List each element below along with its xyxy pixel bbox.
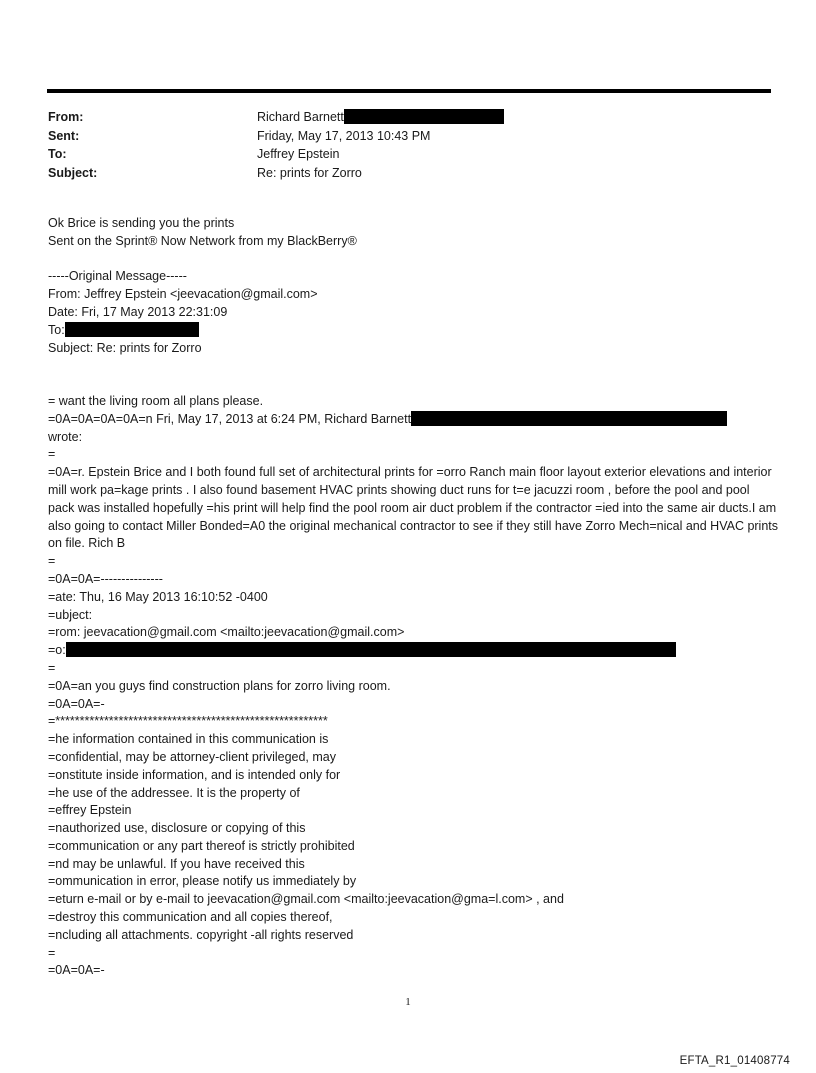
thread-line: =ncluding all attachments. copyright -all rights reserved: [48, 927, 354, 942]
thread-line: =: [48, 447, 56, 462]
thread-line: =: [48, 554, 56, 569]
redaction-box: [344, 109, 504, 124]
to-value: Jeffrey Epstein: [257, 147, 340, 162]
original-date: Date: Fri, 17 May 2013 22:31:09: [48, 304, 228, 319]
subject-label: Subject:: [48, 165, 98, 180]
thread-line: [48, 642, 778, 660]
thread-line-text: =o:: [48, 643, 66, 658]
sent-value: Friday, May 17, 2013 10:43 PM: [257, 128, 431, 143]
redaction-box: [411, 411, 727, 426]
thread-line: =destroy this communication and all copies thereof,: [48, 910, 333, 925]
original-to-label: To:: [48, 322, 65, 337]
subject-value: Re: prints for Zorro: [257, 165, 362, 180]
redaction-box: [66, 642, 676, 657]
signature-line: Sent on the Sprint® Now Network from my BlackBerry®: [48, 233, 357, 248]
header-rule: [47, 89, 771, 93]
original-from: From: Jeffrey Epstein <jeevacation@gmail.com>: [48, 287, 318, 302]
thread-line: =ubject:: [48, 607, 93, 622]
thread-line: =ate: Thu, 16 May 2013 16:10:52 -0400: [48, 589, 268, 604]
to-label: To:: [48, 147, 67, 162]
thread-line: wrote:: [48, 429, 83, 444]
sent-row: [48, 127, 768, 146]
thread-line: [48, 411, 778, 429]
thread-line: =he use of the addressee. It is the property of: [48, 785, 300, 800]
thread-line: =0A=0A=-: [48, 696, 105, 711]
thread-line: =nauthorized use, disclosure or copying of this: [48, 821, 306, 836]
original-to: [48, 322, 778, 340]
thread-paragraph: =0A=r. Epstein Brice and I both found full set of architectural prints for =orro Ranch main floor layout exterior elevations and interior mill work pa=kage prints . I also found basement HVAC prints showing duct runs for t=e jacuzzi room , before the pool and pool pack was installed hopefully =his print will help find the pool room air duct problem if the contractor =ied into the same air ducts.I am also going to contact Miller Bonded=A0 the original mechanical contractor to see if they still have Zorro Mech=nical and HVAC prints on file. Rich B: [48, 465, 779, 551]
subject-row: [48, 164, 768, 183]
from-name: Richard Barnett: [257, 110, 344, 124]
thread-line: =communication or any part thereof is strictly prohibited: [48, 838, 355, 853]
thread-line: = want the living room all plans please.: [48, 393, 264, 408]
email-header: [48, 108, 768, 182]
from-row: [48, 108, 768, 127]
thread-line: =********************************************************: [48, 714, 328, 729]
thread-line: =0A=0A=-: [48, 963, 105, 978]
reply-line: Ok Brice is sending you the prints: [48, 216, 235, 230]
thread-line: =: [48, 660, 56, 675]
thread-line: =0A=an you guys find construction plans for zorro living room.: [48, 678, 391, 693]
original-subject: Subject: Re: prints for Zorro: [48, 340, 202, 355]
from-value: [257, 108, 504, 127]
thread-line: =nd may be unlawful. If you have received this: [48, 856, 305, 871]
thread-line: =ommunication in error, please notify us immediately by: [48, 874, 357, 889]
to-row: [48, 145, 768, 164]
sent-label: Sent:: [48, 128, 80, 143]
thread-line: =eturn e-mail or by e-mail to jeevacation@gmail.com <mailto:jeevacation@gma=l.com> , and: [48, 892, 564, 907]
redaction-box: [65, 322, 199, 337]
thread-line: =onstitute inside information, and is intended only for: [48, 767, 341, 782]
email-body: [48, 215, 778, 980]
thread-line: =effrey Epstein: [48, 803, 132, 818]
document-id: EFTA_R1_01408774: [679, 1055, 790, 1067]
thread-line: =he information contained in this communication is: [48, 732, 329, 747]
thread-line: =rom: jeevacation@gmail.com <mailto:jeevacation@gmail.com>: [48, 625, 405, 640]
thread-line: =: [48, 945, 56, 960]
thread-line: =confidential, may be attorney-client privileged, may: [48, 749, 336, 764]
thread-line-text: =0A=0A=0A=0A=n Fri, May 17, 2013 at 6:24 PM, Richard Barnett: [48, 411, 412, 426]
from-label: From:: [48, 110, 84, 124]
page-number: 1: [405, 996, 411, 1008]
original-message-marker: -----Original Message-----: [48, 269, 187, 284]
thread-line: =0A=0A=---------------: [48, 571, 163, 586]
